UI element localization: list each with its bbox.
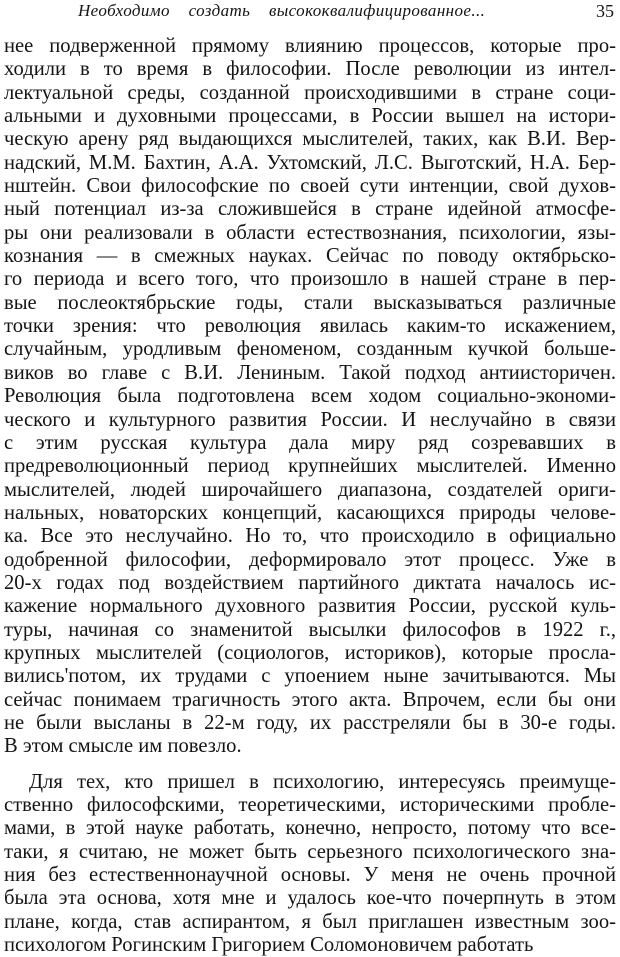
text-line: нальных, новаторских концепций, касающихся природы челове- bbox=[4, 501, 616, 524]
text-line: ры они реализовали в области естествознания, психологии, язы- bbox=[4, 221, 616, 244]
paragraph bbox=[4, 771, 616, 957]
text-line: надский, М.М. Бахтин, А.А. Ухтомский, Л.С. Выготский, Н.А. Бер- bbox=[4, 151, 616, 174]
text-line: не были высланы в 22-м году, их расстреляли бы в 30-е годы. bbox=[4, 711, 616, 734]
text-line: виков во главе с В.И. Лениным. Такой подход антиисторичен. bbox=[4, 361, 616, 384]
page-number: 35 bbox=[596, 1, 614, 21]
text-line: точки зрения: что революция явилась каким-то искажением, bbox=[4, 315, 616, 338]
text-line: ческую арену ряд выдающихся мыслителей, таких, как В.И. Вер- bbox=[4, 128, 616, 151]
running-header bbox=[4, 0, 616, 26]
text-line: ческого и культурного развития России. И неслучайно в связи bbox=[4, 408, 616, 431]
text-line: ственно философскими, теоретическими, историческими пробле- bbox=[4, 794, 616, 816]
running-title: Необходимо создать высококвалифицированное... bbox=[78, 1, 486, 20]
text-line: кажение нормального духовного развития России, русской куль- bbox=[4, 595, 616, 618]
text-line: сейчас понимаем трагичность этого акта. Впрочем, если бы они bbox=[4, 688, 616, 711]
text-line: В этом смысле им повезло. bbox=[4, 735, 242, 758]
text-line: лектуальной среды, созданной происходившими в стране соци- bbox=[4, 81, 616, 104]
text-line: была эта основа, хотя мне и удалось кое-что почерпнуть в этом bbox=[4, 887, 616, 910]
text-line: кознания — в смежных науках. Сейчас по поводу октябрьско- bbox=[4, 245, 616, 268]
text-line: таки, я считаю, не может быть серьезного психологического зна- bbox=[4, 840, 616, 863]
text-line: альными и духовными процессами, в России вышел на истори- bbox=[4, 105, 616, 128]
text-line: ния без естественнонаучной основы. У меня не очень прочной bbox=[4, 864, 616, 887]
text-line: мыслителей, людей широчайшего диапазона, создателей ориги- bbox=[4, 478, 616, 501]
text-line: нее подверженной прямому влиянию процессов, которые про- bbox=[4, 35, 616, 57]
text-line: одобренной философии, деформировало этот процесс. Уже в bbox=[4, 548, 616, 571]
text-line: с этим русская культура дала миру ряд созревавших в bbox=[4, 431, 616, 454]
text-line: туры, начиная со знаменитой высылки философов в 1922 г., bbox=[4, 618, 616, 641]
text-line: психологом Рогинским Григорием Соломоновичем работать bbox=[4, 934, 534, 957]
text-line: 20-х годах под воздействием партийного диктата началось ис- bbox=[4, 571, 616, 594]
text-line: ка. Все это неслучайно. Но то, что происходило в официально bbox=[4, 525, 616, 548]
text-line: вились'потом, их трудами с упоением ныне зачитываются. Мы bbox=[4, 665, 616, 688]
text-line: нштейн. Свои философские по своей сути интенции, свой духов- bbox=[4, 175, 616, 198]
text-line: вые послеоктябрьские годы, стали высказываться различные bbox=[4, 291, 616, 314]
text-line: го периода и всего того, что произошло в нашей стране в пер- bbox=[4, 268, 616, 291]
book-page bbox=[4, 0, 616, 957]
text-line: предреволюционный период крупнейших мыслителей. Именно bbox=[4, 455, 616, 478]
text-line: крупных мыслителей (социологов, историков), которые просла- bbox=[4, 641, 616, 664]
body-text bbox=[4, 35, 616, 957]
text-line: Революция была подготовлена всем ходом социально-экономи- bbox=[4, 385, 616, 408]
text-line: мами, в этой науке работать, конечно, непросто, потому что все- bbox=[4, 817, 616, 840]
text-line: Для тех, кто пришел в психологию, интересуясь преимуще- bbox=[29, 770, 616, 793]
text-line: ный потенциал из-за сложившейся в стране идейной атмосфе- bbox=[4, 198, 616, 221]
paragraph bbox=[4, 35, 616, 759]
text-line: случайным, уродливым феноменом, созданным кучкой больше- bbox=[4, 338, 616, 361]
text-line: ходили в то время в философии. После революции из интел- bbox=[4, 58, 616, 81]
text-line: плане, когда, став аспирантом, я был приглашен известным зоо- bbox=[4, 910, 616, 933]
